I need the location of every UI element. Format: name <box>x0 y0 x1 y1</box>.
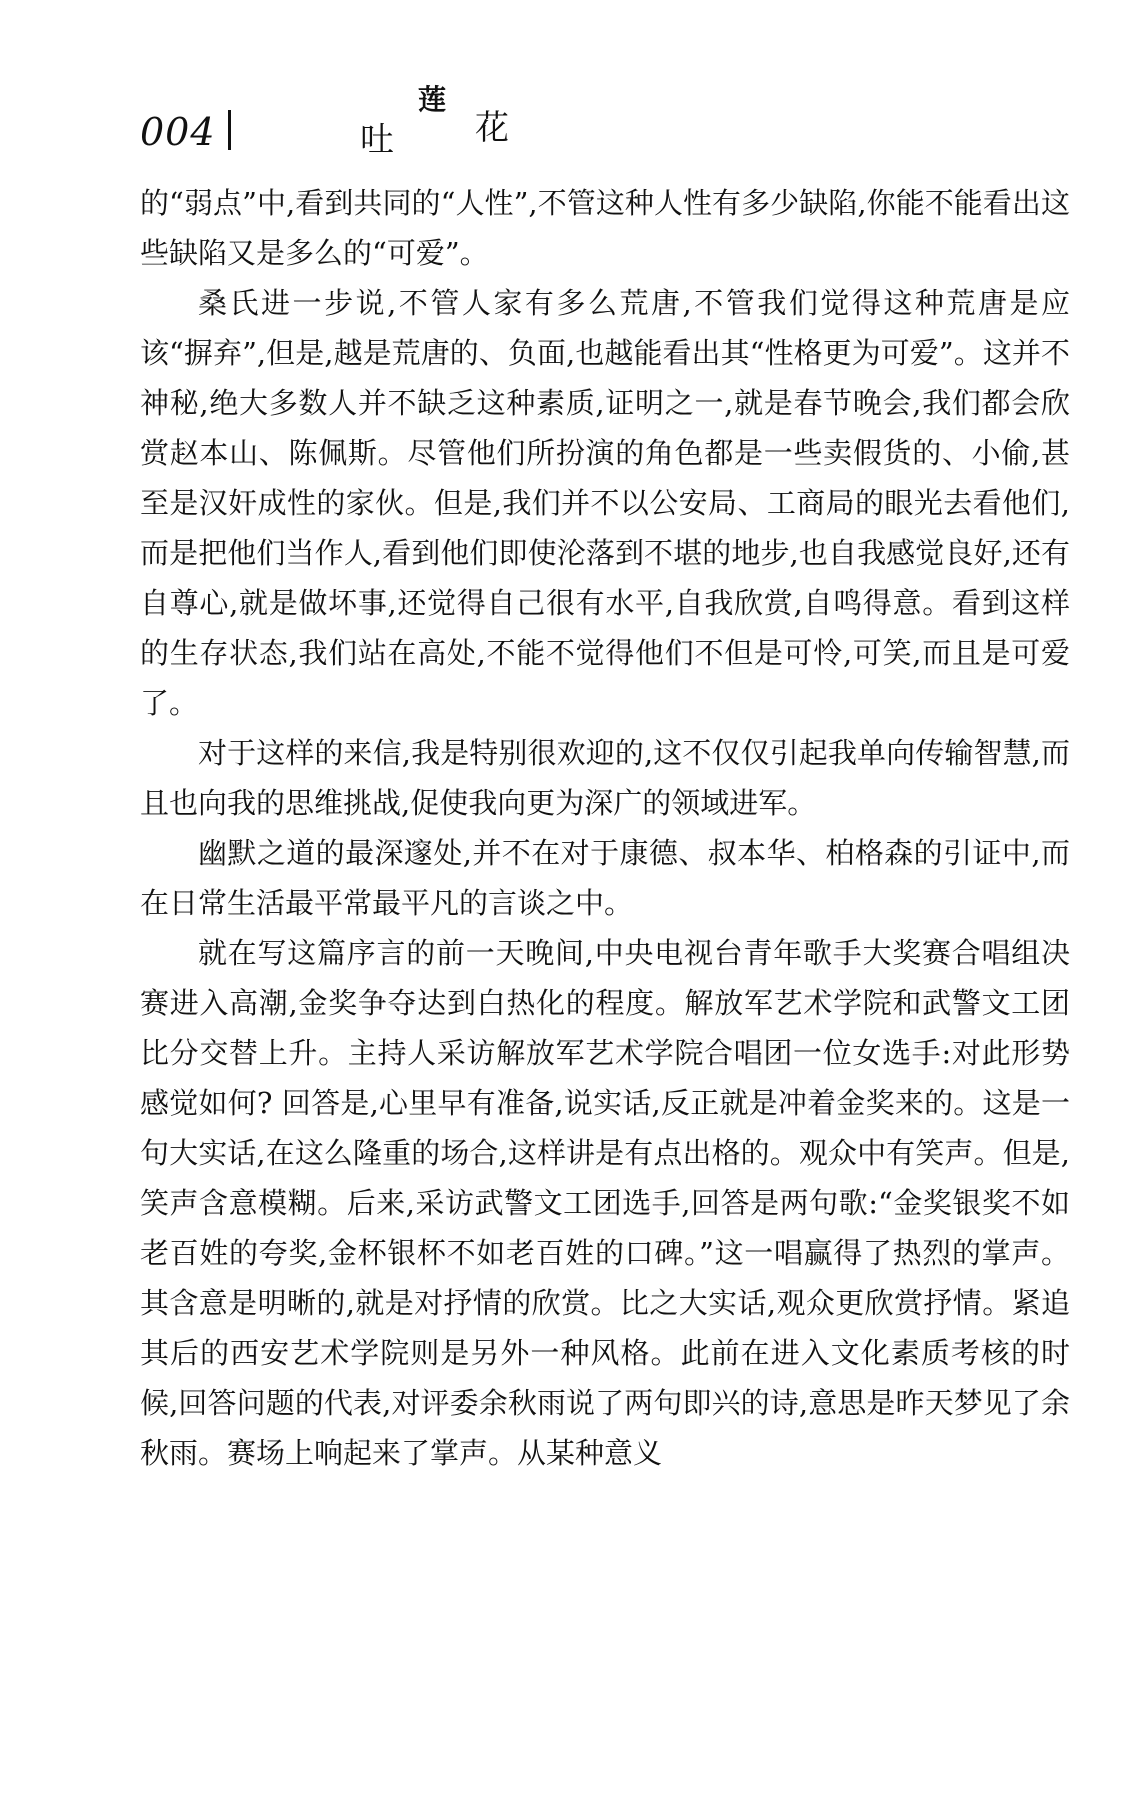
header-divider <box>228 110 231 150</box>
running-title-char-3: 花 <box>475 108 509 148</box>
running-title-char-1: 吐 <box>360 120 394 160</box>
paragraph-continuation: 的“弱点”中,看到共同的“人性”,不管这种人性有多少缺陷,你能不能看出这些缺陷又是多么的“可爱”。 <box>140 186 1070 270</box>
body-text <box>140 178 1070 1478</box>
paragraph: 幽默之道的最深邃处,并不在对于康德、叔本华、柏格森的引证中,而在日常生活最平常最平凡的言谈之中。 <box>140 836 1070 920</box>
page-number: 004 <box>140 110 216 154</box>
page-header <box>140 80 1040 170</box>
running-title-char-2: 莲 <box>418 83 447 116</box>
paragraph: 桑氏进一步说,不管人家有多么荒唐,不管我们觉得这种荒唐是应该“摒弃”,但是,越是荒唐的、负面,也越能看出其“性格更为可爱”。这并不神秘,绝大多数人并不缺乏这种素质,证明之一,就是春节晚会,我们都会欣赏赵本山、陈佩斯。尽管他们所扮演的角色都是一些卖假货的、小偷,甚至是汉奸成性的家伙。但是,我们并不以公安局、工商局的眼光去看他们,而是把他们当作人,看到他们即使沦落到不堪的地步,也自我感觉良好,还有自尊心,就是做坏事,还觉得自己很有水平,自我欣赏,自鸣得意。看到这样的生存状态,我们站在高处,不能不觉得他们不但是可怜,可笑,而且是可爱了。 <box>140 286 1070 720</box>
paragraph: 对于这样的来信,我是特别很欢迎的,这不仅仅引起我单向传输智慧,而且也向我的思维挑战,促使我向更为深广的领域进军。 <box>140 736 1070 820</box>
paragraph: 就在写这篇序言的前一天晚间,中央电视台青年歌手大奖赛合唱组决赛进入高潮,金奖争夺达到白热化的程度。解放军艺术学院和武警文工团比分交替上升。主持人采访解放军艺术学院合唱团一位女选手:对此形势感觉如何? 回答是,心里早有准备,说实话,反正就是冲着金奖来的。这是一句大实话,在这么隆重的场合,这样讲是有点出格的。观众中有笑声。但是,笑声含意模糊。后来,采访武警文工团选手,回答是两句歌:“金奖银奖不如老百姓的夸奖,金杯银杯不如老百姓的口碑。”这一唱赢得了热烈的掌声。其含意是明晰的,就是对抒情的欣赏。比之大实话,观众更欣赏抒情。紧追其后的西安艺术学院则是另外一种风格。此前在进入文化素质考核的时候,回答问题的代表,对评委余秋雨说了两句即兴的诗,意思是昨天梦见了余秋雨。赛场上响起来了掌声。从某种意义 <box>140 936 1070 1470</box>
